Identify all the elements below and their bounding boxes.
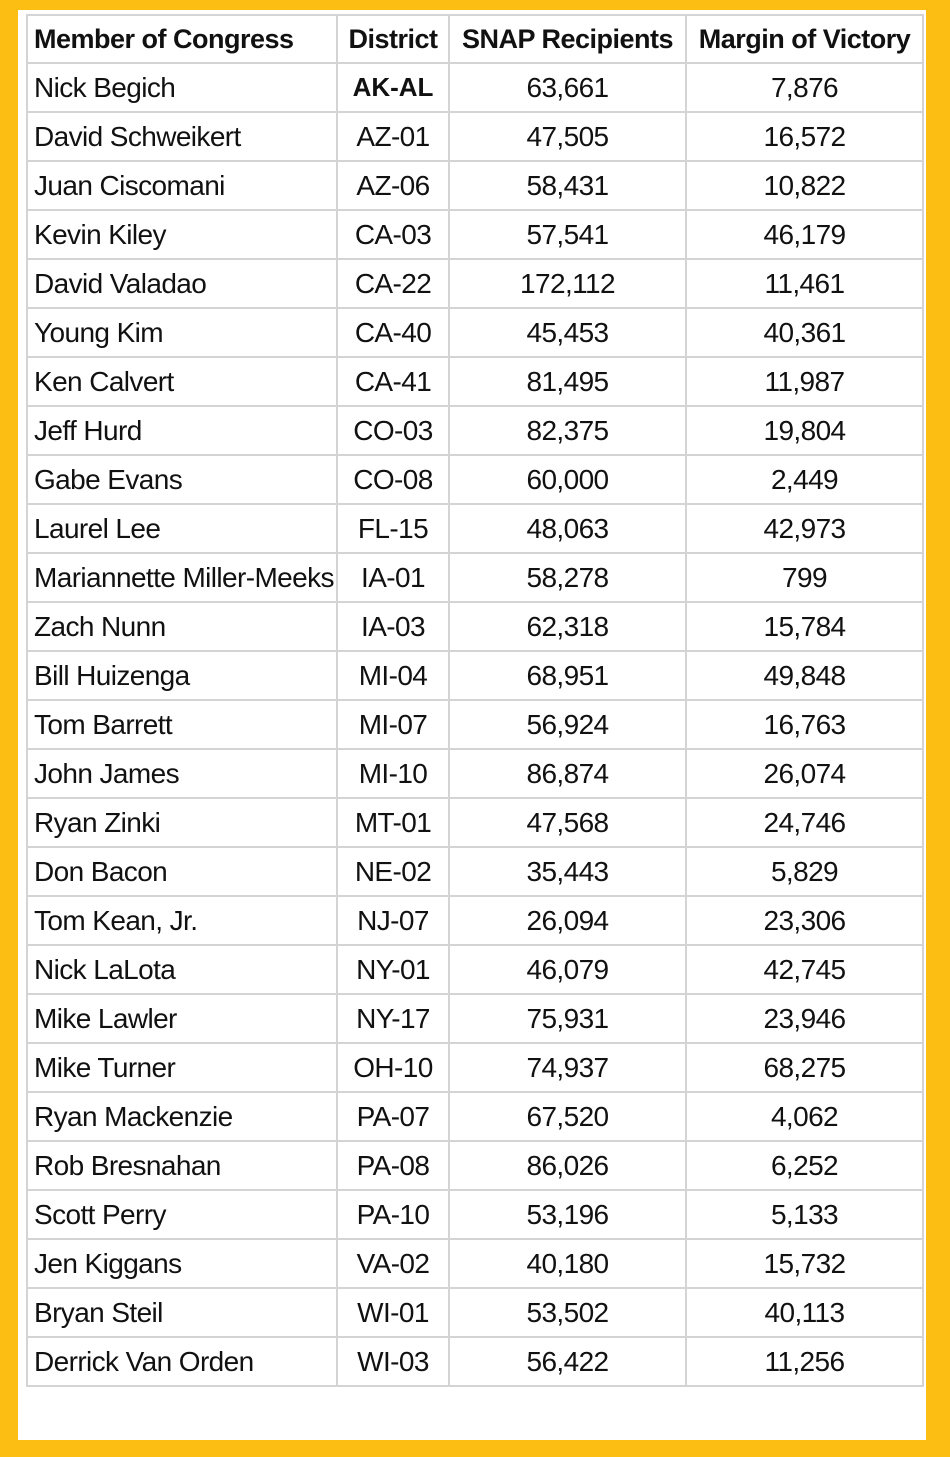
cell-district: PA-08 xyxy=(337,1141,449,1190)
cell-district: IA-03 xyxy=(337,602,449,651)
table-row xyxy=(27,749,923,798)
cell-district: MI-07 xyxy=(337,700,449,749)
cell-snap-recipients: 60,000 xyxy=(449,455,686,504)
cell-district: CA-22 xyxy=(337,259,449,308)
cell-margin-of-victory: 68,275 xyxy=(686,1043,923,1092)
cell-margin-of-victory: 5,829 xyxy=(686,847,923,896)
table-row xyxy=(27,847,923,896)
cell-member: Mike Turner xyxy=(27,1043,337,1092)
cell-district: AK-AL xyxy=(337,63,449,112)
cell-member: Scott Perry xyxy=(27,1190,337,1239)
table-row xyxy=(27,504,923,553)
table-row xyxy=(27,357,923,406)
cell-margin-of-victory: 4,062 xyxy=(686,1092,923,1141)
cell-margin-of-victory: 26,074 xyxy=(686,749,923,798)
cell-margin-of-victory: 42,973 xyxy=(686,504,923,553)
cell-margin-of-victory: 40,361 xyxy=(686,308,923,357)
cell-snap-recipients: 81,495 xyxy=(449,357,686,406)
table-row xyxy=(27,1190,923,1239)
table-row xyxy=(27,210,923,259)
header-row xyxy=(27,15,923,63)
cell-snap-recipients: 172,112 xyxy=(449,259,686,308)
header-district: District xyxy=(337,15,449,63)
table-row xyxy=(27,112,923,161)
cell-snap-recipients: 53,196 xyxy=(449,1190,686,1239)
cell-member: Jeff Hurd xyxy=(27,406,337,455)
cell-district: WI-03 xyxy=(337,1337,449,1386)
cell-district: IA-01 xyxy=(337,553,449,602)
cell-member: Nick LaLota xyxy=(27,945,337,994)
cell-district: AZ-01 xyxy=(337,112,449,161)
cell-margin-of-victory: 11,987 xyxy=(686,357,923,406)
cell-margin-of-victory: 49,848 xyxy=(686,651,923,700)
cell-member: Zach Nunn xyxy=(27,602,337,651)
cell-member: Laurel Lee xyxy=(27,504,337,553)
cell-district: PA-07 xyxy=(337,1092,449,1141)
cell-snap-recipients: 86,026 xyxy=(449,1141,686,1190)
snap-table xyxy=(26,14,924,1387)
cell-margin-of-victory: 40,113 xyxy=(686,1288,923,1337)
header-snap-recipients: SNAP Recipients xyxy=(449,15,686,63)
table-row xyxy=(27,161,923,210)
cell-member: David Schweikert xyxy=(27,112,337,161)
cell-member: Rob Bresnahan xyxy=(27,1141,337,1190)
cell-district: CA-40 xyxy=(337,308,449,357)
cell-margin-of-victory: 11,256 xyxy=(686,1337,923,1386)
cell-member: Jen Kiggans xyxy=(27,1239,337,1288)
cell-member: Ryan Zinki xyxy=(27,798,337,847)
cell-margin-of-victory: 15,732 xyxy=(686,1239,923,1288)
table-row xyxy=(27,1043,923,1092)
cell-member: Juan Ciscomani xyxy=(27,161,337,210)
table-row xyxy=(27,63,923,112)
cell-snap-recipients: 67,520 xyxy=(449,1092,686,1141)
table-row xyxy=(27,700,923,749)
cell-margin-of-victory: 23,946 xyxy=(686,994,923,1043)
cell-member: Ryan Mackenzie xyxy=(27,1092,337,1141)
table-row xyxy=(27,896,923,945)
cell-snap-recipients: 58,431 xyxy=(449,161,686,210)
cell-member: Ken Calvert xyxy=(27,357,337,406)
cell-district: VA-02 xyxy=(337,1239,449,1288)
header-margin-of-victory: Margin of Victory xyxy=(686,15,923,63)
cell-district: CA-03 xyxy=(337,210,449,259)
cell-margin-of-victory: 24,746 xyxy=(686,798,923,847)
cell-margin-of-victory: 42,745 xyxy=(686,945,923,994)
cell-margin-of-victory: 5,133 xyxy=(686,1190,923,1239)
header-member: Member of Congress xyxy=(27,15,337,63)
cell-member: Gabe Evans xyxy=(27,455,337,504)
cell-margin-of-victory: 19,804 xyxy=(686,406,923,455)
cell-snap-recipients: 74,937 xyxy=(449,1043,686,1092)
table-row xyxy=(27,602,923,651)
cell-district: WI-01 xyxy=(337,1288,449,1337)
cell-district: FL-15 xyxy=(337,504,449,553)
cell-snap-recipients: 47,568 xyxy=(449,798,686,847)
cell-snap-recipients: 57,541 xyxy=(449,210,686,259)
cell-district: NE-02 xyxy=(337,847,449,896)
cell-margin-of-victory: 15,784 xyxy=(686,602,923,651)
cell-member: Tom Barrett xyxy=(27,700,337,749)
cell-margin-of-victory: 6,252 xyxy=(686,1141,923,1190)
cell-snap-recipients: 53,502 xyxy=(449,1288,686,1337)
cell-margin-of-victory: 10,822 xyxy=(686,161,923,210)
cell-member: David Valadao xyxy=(27,259,337,308)
cell-district: MI-04 xyxy=(337,651,449,700)
cell-district: MI-10 xyxy=(337,749,449,798)
cell-margin-of-victory: 7,876 xyxy=(686,63,923,112)
table-row xyxy=(27,1141,923,1190)
cell-member: Nick Begich xyxy=(27,63,337,112)
cell-district: CA-41 xyxy=(337,357,449,406)
cell-district: CO-08 xyxy=(337,455,449,504)
cell-snap-recipients: 46,079 xyxy=(449,945,686,994)
cell-margin-of-victory: 46,179 xyxy=(686,210,923,259)
table-row xyxy=(27,406,923,455)
cell-snap-recipients: 62,318 xyxy=(449,602,686,651)
cell-member: Don Bacon xyxy=(27,847,337,896)
cell-member: Mike Lawler xyxy=(27,994,337,1043)
cell-district: NJ-07 xyxy=(337,896,449,945)
cell-snap-recipients: 40,180 xyxy=(449,1239,686,1288)
cell-district: AZ-06 xyxy=(337,161,449,210)
cell-snap-recipients: 48,063 xyxy=(449,504,686,553)
table-row xyxy=(27,308,923,357)
table-row xyxy=(27,945,923,994)
cell-district: MT-01 xyxy=(337,798,449,847)
cell-snap-recipients: 47,505 xyxy=(449,112,686,161)
table-row xyxy=(27,798,923,847)
cell-snap-recipients: 56,422 xyxy=(449,1337,686,1386)
cell-margin-of-victory: 799 xyxy=(686,553,923,602)
cell-district: OH-10 xyxy=(337,1043,449,1092)
table-row xyxy=(27,553,923,602)
cell-snap-recipients: 63,661 xyxy=(449,63,686,112)
cell-member: Mariannette Miller-Meeks xyxy=(27,553,337,602)
table-row xyxy=(27,1288,923,1337)
cell-member: Derrick Van Orden xyxy=(27,1337,337,1386)
cell-member: John James xyxy=(27,749,337,798)
cell-snap-recipients: 86,874 xyxy=(449,749,686,798)
cell-member: Bill Huizenga xyxy=(27,651,337,700)
cell-district: NY-17 xyxy=(337,994,449,1043)
cell-margin-of-victory: 16,572 xyxy=(686,112,923,161)
cell-member: Young Kim xyxy=(27,308,337,357)
cell-member: Bryan Steil xyxy=(27,1288,337,1337)
table-row xyxy=(27,994,923,1043)
table-body xyxy=(27,63,923,1386)
cell-margin-of-victory: 23,306 xyxy=(686,896,923,945)
cell-snap-recipients: 35,443 xyxy=(449,847,686,896)
cell-snap-recipients: 45,453 xyxy=(449,308,686,357)
cell-margin-of-victory: 11,461 xyxy=(686,259,923,308)
table-row xyxy=(27,1239,923,1288)
cell-district: CO-03 xyxy=(337,406,449,455)
cell-district: NY-01 xyxy=(337,945,449,994)
cell-snap-recipients: 58,278 xyxy=(449,553,686,602)
table-row xyxy=(27,259,923,308)
cell-margin-of-victory: 2,449 xyxy=(686,455,923,504)
cell-district: PA-10 xyxy=(337,1190,449,1239)
cell-margin-of-victory: 16,763 xyxy=(686,700,923,749)
cell-member: Kevin Kiley xyxy=(27,210,337,259)
cell-snap-recipients: 75,931 xyxy=(449,994,686,1043)
cell-snap-recipients: 68,951 xyxy=(449,651,686,700)
cell-snap-recipients: 82,375 xyxy=(449,406,686,455)
table-row xyxy=(27,1337,923,1386)
cell-snap-recipients: 56,924 xyxy=(449,700,686,749)
table-row xyxy=(27,1092,923,1141)
table-sheet xyxy=(18,10,926,1440)
cell-snap-recipients: 26,094 xyxy=(449,896,686,945)
cell-member: Tom Kean, Jr. xyxy=(27,896,337,945)
table-row xyxy=(27,651,923,700)
table-row xyxy=(27,455,923,504)
